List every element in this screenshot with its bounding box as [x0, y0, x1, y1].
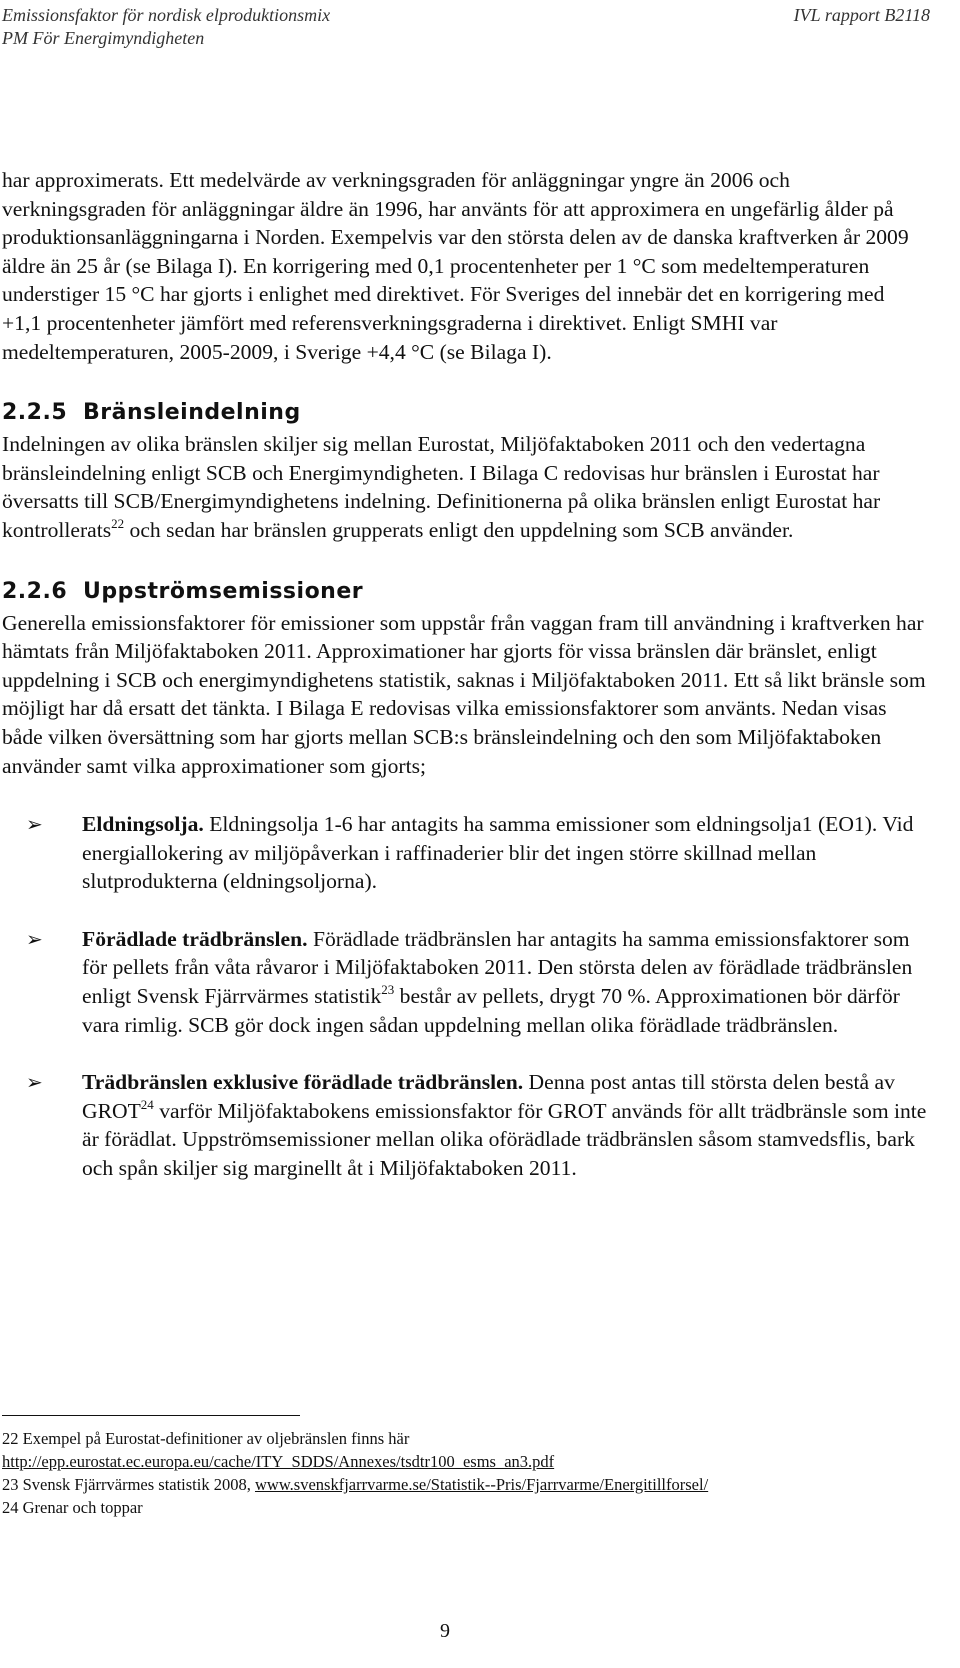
- footnote-24: [2, 1496, 928, 1519]
- section-title: Uppströmsemissioner: [83, 578, 364, 604]
- arrow-bullet-icon: ➢: [26, 1070, 43, 1095]
- header-report-number: IVL rapport B2118: [793, 5, 930, 25]
- list-item-text: Eldningsolja 1-6 har antagits ha samma emissioner som eldningsolja1 (EO1). Vid energiallokering av miljöpåverkan i raffinaderier blir det ingen större skillnad mellan slutprodukterna (eldningsoljorna).: [82, 812, 914, 894]
- header-report-title: Emissionsfaktor för nordisk elproduktionsmix: [2, 5, 331, 25]
- list-item-text: består av pellets, drygt 70 %. Approximationen bör därför vara rimlig. SCB gör dock ingen sådan uppdelning mellan olika förädlade trädbränslen.: [82, 984, 900, 1037]
- footnote-number: 24: [2, 1498, 19, 1517]
- section-paragraph-uppstromsemissioner: Generella emissionsfaktorer för emissioner som uppstår från vaggan fram till användning i kraftverken har hämtats från Miljöfaktaboken 2011. Approximationer har gjorts för vissa bränslen där bränslet, enligt uppdelning i SCB och energimyndighetens statistik, saknas i Miljöfaktaboken 2011. Ett så likt bränsle som möjligt har då ersatt det tänkta. I Bilaga E redovisas vilka emissionsfaktorer som använts. Nedan visas både vilken översättning som har gjorts mellan SCB:s bränsleindelning och den som Miljöfaktaboken använder samt vilka approximationer som gjorts;: [2, 610, 926, 778]
- footnote-text: Grenar och toppar: [22, 1498, 143, 1517]
- arrow-bullet-icon: ➢: [26, 926, 43, 951]
- intro-paragraph: har approximerats. Ett medelvärde av verkningsgraden för anläggningar yngre än 2006 och verkningsgraden för anläggningar äldre än 1996, har använts för att approximera en ungefärlig ålder på produktionsanläggningarna i Norden. Exempelvis var den största delen av de danska kraftverken år 2009 äldre än 25 år (se Bilaga I). En korrigering med 0,1 procentenheter per 1 °C som medeltemperaturen understiger 15 °C har gjorts i enlighet med direktivet. För Sveriges del innebär det en korrigering med +1,1 procentenheter jämfört med referensverkningsgraderna i direktivet. Enligt SMHI var medeltemperaturen, 2005-2009, i Sverige +4,4 °C (se Bilaga I).: [2, 168, 909, 364]
- footnote-text: Svensk Fjärrvärmes statistik 2008,: [22, 1475, 255, 1494]
- footnote-ref-23[interactable]: 23: [381, 982, 395, 998]
- section-number: 2.2.5: [2, 400, 68, 426]
- list-item-term: Eldningsolja.: [82, 812, 204, 837]
- footnote-number: 22: [2, 1429, 19, 1448]
- svensk-fjarrvarme-link[interactable]: www.svenskfjarrvarme.se/Statistik--Pris/Fjarrvarme/Energitillforsel/: [254, 1475, 709, 1494]
- eurostat-link[interactable]: http://epp.eurostat.ec.europa.eu/cache/ITY_SDDS/Annexes/tsdtr100_esms_an3.pdf: [2, 1452, 555, 1471]
- footnote-ref-24[interactable]: 24: [140, 1096, 154, 1112]
- list-item: [2, 1068, 928, 1182]
- footnote-separator: [2, 1415, 300, 1416]
- list-item-text: Förädlade trädbränslen har antagits ha samma emissionsfaktorer som för pellets från våta råvaror i Miljöfaktaboken 2011. Den största delen av förädlade trädbränslen enligt Svensk Fjärrvärmes statistik: [82, 926, 913, 1009]
- list-item-term: Trädbränslen exklusive förädlade trädbränslen.: [82, 1070, 524, 1095]
- list-item: [2, 810, 928, 896]
- header-client: PM För Energimyndigheten: [2, 28, 205, 48]
- footnote-text: Exempel på Eurostat-definitioner av oljebränslen finns här: [22, 1429, 410, 1448]
- list-item-text: varför Miljöfaktabokens emissionsfaktor för GROT används för allt trädbränsle som inte är förädlat. Uppströmsemissioner mellan olika oförädlade trädbränslen såsom stamvedsflis, bark och spån skiljer sig marginellt åt i Miljöfaktaboken 2011.: [82, 1098, 927, 1181]
- arrow-bullet-icon: ➢: [26, 812, 43, 837]
- footnote-ref-22[interactable]: 22: [111, 515, 125, 531]
- footnotes: [2, 1427, 928, 1519]
- section-heading-uppstromsemissioner: [2, 575, 928, 609]
- list-item-term: Förädlade trädbränslen.: [82, 926, 308, 951]
- paragraph-text: Indelningen av olika bränslen skiljer sig mellan Eurostat, Miljöfaktaboken 2011 och den vedertagna bränsleindelning enligt SCB och Energimyndigheten. I Bilaga C redovisas hur bränslen i Eurostat har översatts till SCB/Energimyndighetens indelning. Definitionerna på olika bränslen enligt Eurostat har kontrollerats: [2, 432, 881, 542]
- footnote-23: [2, 1473, 928, 1496]
- body-text: [2, 166, 928, 1212]
- paragraph-text: och sedan har bränslen grupperats enligt den uppdelning som SCB använder.: [124, 517, 794, 542]
- section-number: 2.2.6: [2, 578, 68, 604]
- list-item-text: Denna post antas till största delen bestå av GROT: [82, 1070, 895, 1123]
- section-title: Bränsleindelning: [83, 400, 301, 426]
- list-item: [2, 925, 928, 1039]
- footnote-22-link-line: [2, 1450, 928, 1473]
- footnote-22: [2, 1427, 928, 1450]
- section-paragraph-bransleindelning: [2, 430, 928, 544]
- footnote-number: 23: [2, 1475, 19, 1494]
- running-header-left: [2, 4, 330, 50]
- page-number: 9: [440, 1620, 450, 1642]
- fuel-approximation-list: [2, 810, 928, 1183]
- section-heading-bransleindelning: [2, 396, 928, 430]
